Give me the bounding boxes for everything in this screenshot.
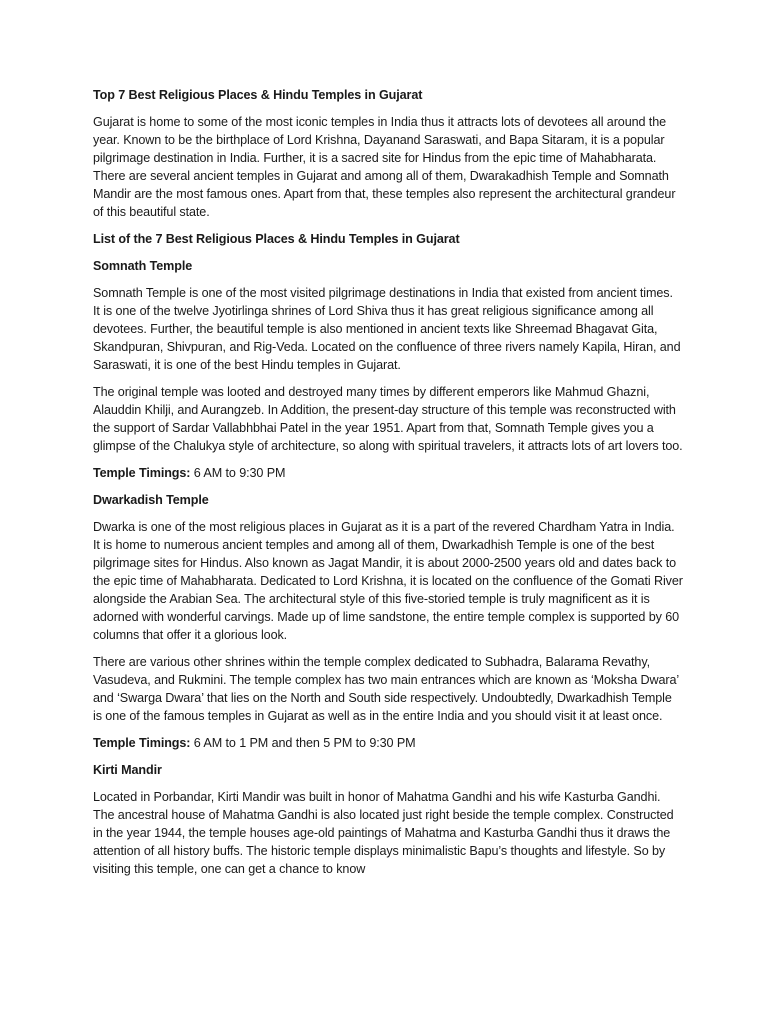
timings-label: Temple Timings:: [93, 466, 191, 480]
document-page: [93, 86, 683, 887]
intro-paragraph: Gujarat is home to some of the most iconic temples in India thus it attracts lots of devotees all around the year. Known to be the birthplace of Lord Krishna, Dayanand Saraswati, and Bapa Sitaram, it is a popular pilgrimage destination in India. Further, it is a sacred site for Hindus from the epic time of Mahabharata. There are several ancient temples in Gujarat and among all of them, Dwarakadhish Temple and Somnath Mandir are the most famous ones. Apart from that, these temples also represent the architectural grandeur of this beautiful state.: [93, 115, 676, 219]
list-heading: List of the 7 Best Religious Places & Hindu Temples in Gujarat: [93, 232, 460, 246]
kirti-mandir-paragraph-1: Located in Porbandar, Kirti Mandir was built in honor of Mahatma Gandhi and his wife Kasturba Gandhi. The ancestral house of Mahatma Gandhi is also located just right beside the temple complex. Constructed in the year 1944, the temple houses age-old paintings of Mahatma and Kasturba Gandhi thus it draws the attention of all history buffs. The historic temple displays minimalistic Bapu’s thoughts and lifestyle. So by visiting this temple, one can get a chance to know: [93, 790, 674, 876]
timings-label: Temple Timings:: [93, 736, 191, 750]
dwarkadish-timings: [93, 734, 683, 752]
document-title: Top 7 Best Religious Places & Hindu Temples in Gujarat: [93, 88, 423, 102]
timings-value: 6 AM to 1 PM and then 5 PM to 9:30 PM: [190, 736, 416, 750]
section-heading-dwarkadish: Dwarkadish Temple: [93, 493, 209, 507]
dwarkadish-paragraph-2: There are various other shrines within the temple complex dedicated to Subhadra, Balarama Revathy, Vasudeva, and Rukmini. The temple complex has two main entrances which are known as ‘Moksha Dwara’ and ‘Swarga Dwara’ that lies on the North and South side respectively. Undoubtedly, Dwarkadhish Temple is one of the famous temples in Gujarat as well as in the entire India and you should visit it at least once.: [93, 655, 679, 723]
section-heading-somnath: Somnath Temple: [93, 259, 193, 273]
somnath-paragraph-1: Somnath Temple is one of the most visited pilgrimage destinations in India that existed from ancient times. It is one of the twelve Jyotirlinga shrines of Lord Shiva thus it has great religious significance among all devotees. Further, the beautiful temple is also mentioned in ancient texts like Shreemad Bhagavat Gita, Skandpuran, Shivpuran, and Rig-Veda. Located on the confluence of three rivers namely Kapila, Hiran, and Saraswati, it is one of the best Hindu temples in Gujarat.: [93, 286, 681, 372]
somnath-timings: [93, 464, 683, 482]
timings-value: 6 AM to 9:30 PM: [190, 466, 286, 480]
dwarkadish-paragraph-1: Dwarka is one of the most religious places in Gujarat as it is a part of the revered Chardham Yatra in India. It is home to numerous ancient temples and among all of them, Dwarkadhish Temple is one of the best pilgrimage sites for Hindus. Also known as Jagat Mandir, it is about 2000-2500 years old and dates back to the epic time of Mahabharata. Dedicated to Lord Krishna, it is located on the confluence of the Gomati River alongside the Arabian Sea. The architectural style of this five-storied temple is truly magnificent as it is adorned with wonderful carvings. Made up of lime sandstone, the entire temple complex is supported by 60 columns that offer it a glorious look.: [93, 520, 683, 642]
section-heading-kirti-mandir: Kirti Mandir: [93, 763, 162, 777]
somnath-paragraph-2: The original temple was looted and destroyed many times by different emperors like Mahmud Ghazni, Alauddin Khilji, and Aurangzeb. In Addition, the present-day structure of this temple was reconstructed with the support of Sardar Vallabhbhai Patel in the year 1951. Apart from that, Somnath Temple gives you a glimpse of the Chalukya style of architecture, so along with spiritual travelers, it attracts lots of art lovers too.: [93, 385, 683, 453]
